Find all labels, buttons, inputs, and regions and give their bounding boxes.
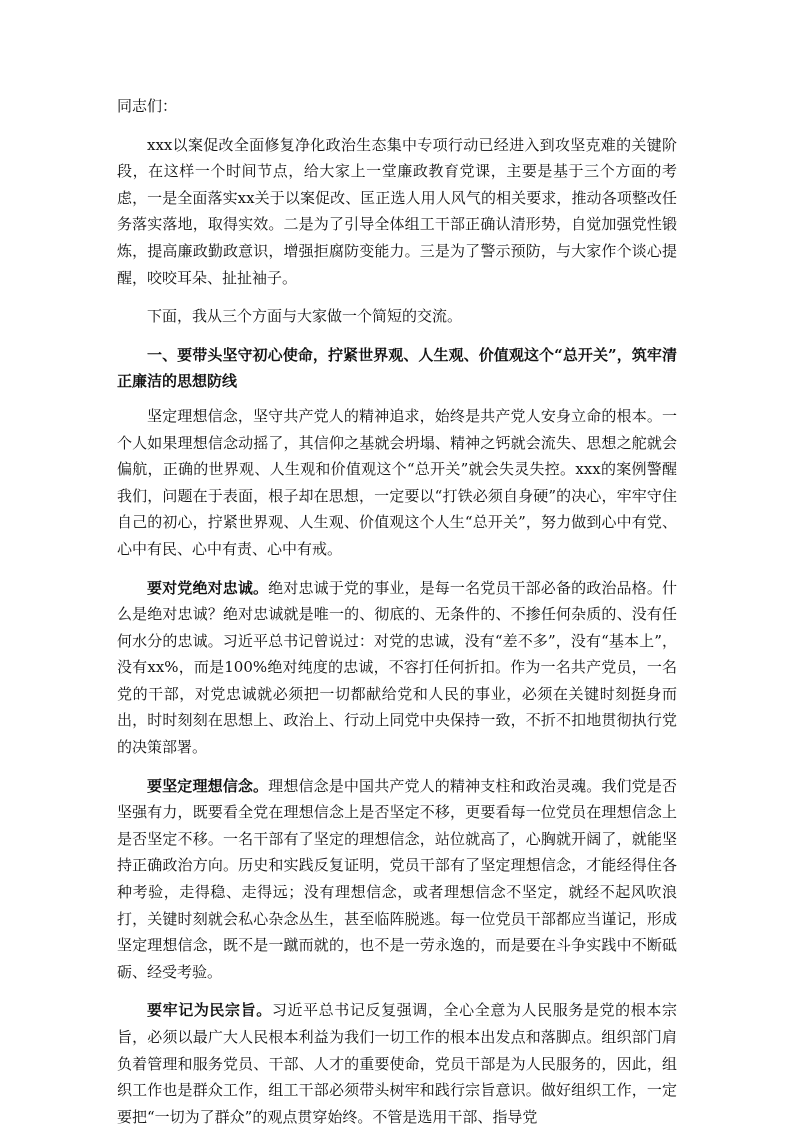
point-3-lead: 要牢记为民宗旨。 [147,1001,272,1020]
point-1-lead: 要对党绝对忠诚。 [147,578,269,597]
intro-paragraph: xxx以案促改全面修复净化政治生态集中专项行动已经进入到攻坚克难的关键阶段，在这样一个时间节点，给大家上一堂廉政教育党课，主要是基于三个方面的考虑，一是全面落实xx关于以案促改、匡正选人用人风气的相关要求，推动各项整改任务落实落地，取得实效。二是为了引导全体组工干部正确认清形势，自觉加强党性锻炼，提高廉政勤政意识，增强拒腐防变能力。三是为了警示预防，与大家作个谈心提醒，咬咬耳朵、扯扯袖子。 [117,135,677,287]
transition-paragraph: 下面，我从三个方面与大家做一个简短的交流。 [147,307,463,326]
section-1-heading: 一、要带头坚守初心使命，拧紧世界观、人生观、价值观这个“总开关”，筑牢清正廉洁的思想防线 [117,345,677,391]
section-1-body: 坚定理想信念，坚守共产党人的精神追求，始终是共产党人安身立命的根本。一个人如果理想信念动摇了，其信仰之基就会坍塌、精神之钙就会流失、思想之舵就会偏航，正确的世界观、人生观和价值观这个“总开关”就会失灵失控。xxx的案例警醒我们，问题在于表面，根子却在思想，一定要以“打铁必须自身硬”的决心，牢牢守住自己的初心，拧紧世界观、人生观、价值观这个人生“总开关”，努力做到心中有党、心中有民、心中有责、心中有戒。 [117,406,677,558]
point-2-lead: 要坚定理想信念。 [147,776,269,795]
point-1-text: 绝对忠诚于党的事业，是每一名党员干部必备的政治品格。什么是绝对忠诚？绝对忠诚就是唯一的、彻底的、无条件的、不掺任何杂质的、没有任何水分的忠诚。习近平总书记曾说过：对党的忠诚，没有“差不多”，没有“基本上”，没有xx%，而是100%绝对纯度的忠诚，不容打任何折扣。作为一名共产党员，一名党的干部，对党忠诚就必须把一切都献给党和人民的事业，必须在关键时刻挺身而出，时时刻刻在思想上、政治上、行动上同党中央保持一致，不折不扣地贯彻执行党的决策部署。 [117,578,677,757]
point-1-paragraph [117,575,677,761]
document-page [117,93,677,1142]
point-2-paragraph [117,773,677,986]
point-2-text: 理想信念是中国共产党人的精神支柱和政治灵魂。我们党是否坚强有力，既要看全党在理想信念上是否坚定不移，更要看每一位党员在理想信念上是否坚定不移。一名干部有了坚定的理想信念，站位就高了，心胸就开阔了，就能坚持正确政治方向。历史和实践反复证明，党员干部有了坚定理想信念，才能经得住各种考验，走得稳、走得远；没有理想信念，或者理想信念不坚定，就经不起风吹浪打，关键时刻就会私心杂念丛生，甚至临阵脱逃。每一位党员干部都应当谨记，形成坚定理想信念，既不是一蹴而就的，也不是一劳永逸的，而是要在斗争实践中不断砥砺、经受考验。 [117,776,677,981]
point-3-paragraph [117,997,677,1130]
point-3-text: 习近平总书记反复强调，全心全意为人民服务是党的根本宗旨，必须以最广大人民根本利益为我们一切工作的根本出发点和落脚点。组织部门肩负着管理和服务党员、干部、人才的重要使命，党员干部是为人民服务的，因此，组织工作也是群众工作，组工干部必须带头树牢和践行宗旨意识。做好组织工作，一定要把“一切为了群众”的观点贯穿始终。不管是选用干部、指导党 [117,1001,677,1126]
greeting: 同志们： [117,97,178,115]
